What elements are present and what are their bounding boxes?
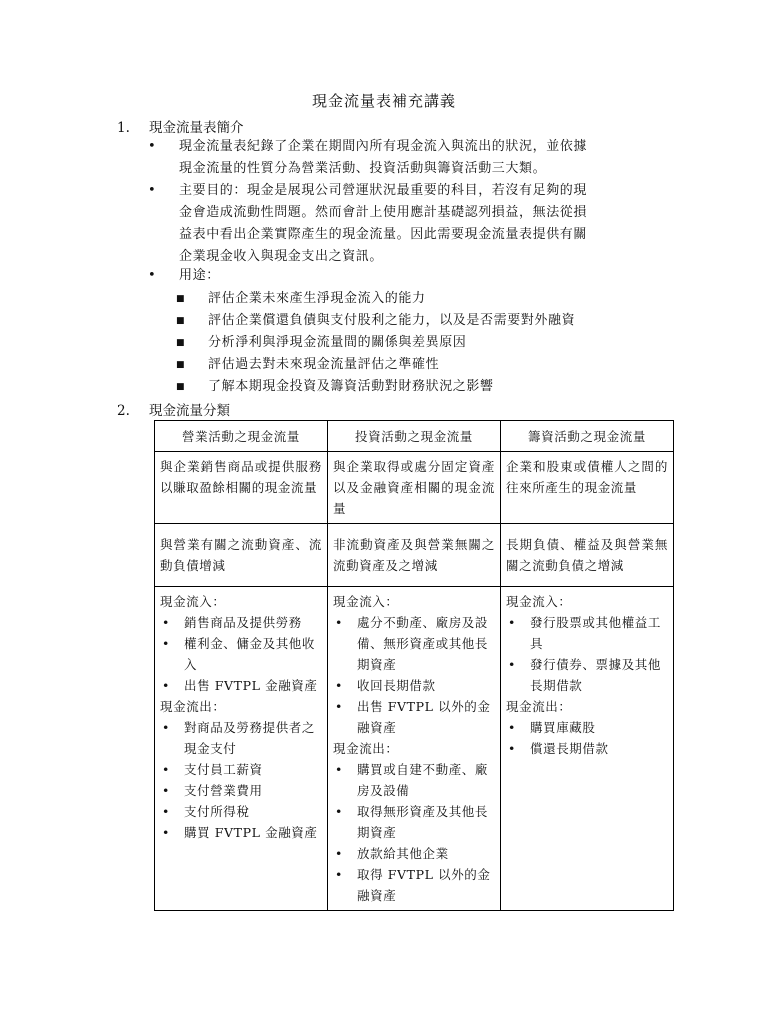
- list-item: • 放款給其他企業: [335, 846, 449, 861]
- list-item: • 發行股票或其他權益工具: [508, 615, 662, 651]
- list-item: • 購買庫藏股: [508, 720, 596, 735]
- bullet-dot-icon: •: [148, 268, 157, 283]
- list-item: • 權利金、傭金及其他收入: [162, 636, 316, 672]
- use-item: [176, 332, 466, 354]
- list-item: • 支付員工薪資: [162, 762, 263, 777]
- change-operating: 與營業有關之流動資產、流動負債增減: [155, 524, 328, 587]
- square-bullet-icon: ■: [176, 316, 186, 326]
- use-item-text: 了解本期現金投資及籌資活動對財務狀況之影響: [208, 379, 494, 394]
- change-financing: 長期負債、權益及與營業無關之流動負債之增減: [501, 524, 674, 587]
- use-item-text: 評估企業未來產生淨現金流入的能力: [208, 291, 426, 306]
- bullet-line: 主要目的：現金是展現公司營運狀況最重要的科目，若沒有足夠的現: [179, 183, 588, 198]
- change-investing: 非流動資產及與營業無關之流動資產及之增減: [328, 524, 501, 587]
- use-item: [176, 354, 439, 376]
- section-number: 1.: [117, 120, 130, 136]
- section-title: 現金流量表簡介: [149, 120, 244, 136]
- use-item-text: 評估過去對未來現金流量評估之準確性: [208, 357, 440, 372]
- table-header-row: [155, 421, 674, 452]
- list-item: • 償還長期借款: [508, 741, 609, 756]
- page-title: 現金流量表補充講義: [311, 92, 456, 110]
- list-item: • 取得 FVTPL 以外的金融資產: [335, 867, 491, 903]
- square-bullet-icon: ■: [176, 294, 186, 304]
- table-row-flows: [155, 587, 674, 911]
- section-heading-classification: [117, 399, 230, 419]
- bullet-dot-icon: •: [148, 139, 157, 154]
- bullet-definition: [148, 136, 668, 180]
- list-item: • 支付營業費用: [162, 783, 263, 798]
- section-title: 現金流量分類: [149, 403, 230, 419]
- bullet-line: 用途：: [179, 268, 220, 283]
- table-row-changes: [155, 524, 674, 587]
- list-item: • 支付所得稅: [162, 804, 250, 819]
- list-item: • 出售 FVTPL 以外的金融資產: [335, 699, 491, 735]
- use-item-text: 分析淨利與淨現金流量間的關係與差異原因: [208, 335, 467, 350]
- list-item: • 對商品及勞務提供者之現金支付: [162, 720, 316, 756]
- bullet-line: 金會造成流動性問題。然而會計上使用應計基礎認列損益，無法從損: [179, 205, 588, 220]
- square-bullet-icon: ■: [176, 360, 186, 370]
- section-heading-intro: [117, 116, 244, 136]
- inflow-label: 現金流入：: [506, 594, 572, 609]
- bullet-line: 益表中看出企業實際產生的現金流量。因此需要現金流量表提供有關: [179, 227, 588, 242]
- inflow-label: 現金流入：: [160, 594, 226, 609]
- bullet-dot-icon: •: [148, 183, 157, 198]
- bullet-line: 現金流量的性質分為營業活動、投資活動與籌資活動三大類。: [179, 161, 547, 176]
- list-item: • 收回長期借款: [335, 678, 436, 693]
- use-item-text: 評估企業償還負債與支付股利之能力，以及是否需要對外融資: [208, 313, 576, 328]
- header-financing: 籌資活動之現金流量: [501, 421, 674, 452]
- bullet-purpose: [148, 180, 668, 268]
- list-item: • 購買 FVTPL 金融資產: [162, 825, 318, 840]
- outflow-label: 現金流出：: [506, 699, 572, 714]
- flows-operating: [155, 587, 328, 911]
- section-number: 2.: [117, 403, 130, 419]
- desc-investing: 與企業取得或處分固定資產以及金融資產相關的現金流量: [328, 452, 501, 524]
- cash-flow-classification-table: [154, 420, 674, 911]
- inflow-label: 現金流入：: [333, 594, 399, 609]
- list-item: • 處分不動產、廠房及設備、無形資產或其他長期資產: [335, 615, 489, 672]
- list-item: • 銷售商品及提供勞務: [162, 615, 302, 630]
- bullet-line: 現金流量表紀錄了企業在期間內所有現金流入與流出的狀況，並依據: [179, 139, 588, 154]
- square-bullet-icon: ■: [176, 338, 186, 348]
- desc-operating: 與企業銷售商品或提供服務以賺取盈餘相關的現金流量: [155, 452, 328, 524]
- desc-financing: 企業和股東或債權人之間的往來所產生的現金流量: [501, 452, 674, 524]
- use-item: [176, 310, 575, 332]
- bullet-line: 企業現金收入與現金支出之資訊。: [179, 249, 384, 264]
- header-investing: 投資活動之現金流量: [328, 421, 501, 452]
- use-item: [176, 288, 426, 310]
- table-row-description: [155, 452, 674, 524]
- header-operating: 營業活動之現金流量: [155, 421, 328, 452]
- list-item: • 發行債券、票據及其他長期借款: [508, 657, 662, 693]
- square-bullet-icon: ■: [176, 382, 186, 392]
- list-item: • 取得無形資產及其他長期資產: [335, 804, 489, 840]
- use-item: [176, 376, 494, 398]
- list-item: • 出售 FVTPL 金融資產: [162, 678, 318, 693]
- outflow-label: 現金流出：: [160, 699, 226, 714]
- flows-investing: [328, 587, 501, 911]
- bullet-uses: [148, 265, 668, 287]
- outflow-label: 現金流出：: [333, 741, 399, 756]
- list-item: • 購買或自建不動產、廠房及設備: [335, 762, 489, 798]
- flows-financing: [501, 587, 674, 911]
